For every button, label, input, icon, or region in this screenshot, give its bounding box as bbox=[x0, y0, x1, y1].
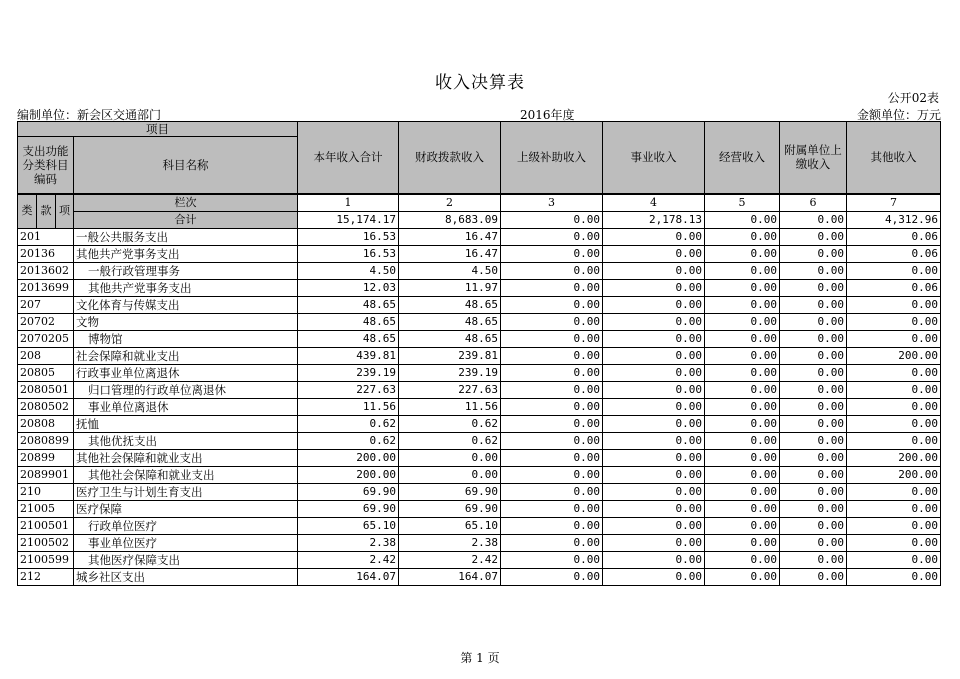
amount-cell: 0.06 bbox=[847, 279, 941, 296]
amount-cell: 0.00 bbox=[847, 364, 941, 381]
amount-cell: 0.00 bbox=[501, 262, 603, 279]
amount-cell: 0.00 bbox=[399, 466, 501, 483]
table-row bbox=[18, 500, 941, 517]
table-row bbox=[18, 262, 941, 279]
kuan-header: 款 bbox=[37, 194, 56, 229]
amount-cell: 0.00 bbox=[603, 517, 705, 534]
subject-code: 20805 bbox=[18, 364, 74, 381]
col-index-header: 栏次 bbox=[74, 194, 298, 212]
amount-cell: 200.00 bbox=[847, 466, 941, 483]
amount-cell: 0.00 bbox=[501, 228, 603, 245]
table-row bbox=[18, 466, 941, 483]
amount-cell: 0.00 bbox=[780, 330, 847, 347]
table-row bbox=[18, 228, 941, 245]
amount-cell: 0.00 bbox=[603, 415, 705, 432]
subject-code: 20899 bbox=[18, 449, 74, 466]
subject-code: 2100501 bbox=[18, 517, 74, 534]
amount-cell: 0.06 bbox=[847, 228, 941, 245]
amount-cell: 200.00 bbox=[847, 347, 941, 364]
subject-name: 事业单位医疗 bbox=[74, 534, 298, 551]
table-row bbox=[18, 364, 941, 381]
amount-cell: 2.42 bbox=[399, 551, 501, 568]
amount-cell: 48.65 bbox=[399, 313, 501, 330]
lei-header: 类 bbox=[18, 194, 37, 229]
subject-name: 城乡社区支出 bbox=[74, 568, 298, 585]
amount-cell: 0.00 bbox=[705, 313, 780, 330]
amount-cell: 0.00 bbox=[847, 500, 941, 517]
report-year: 2016年度 bbox=[520, 108, 575, 122]
money-unit: 金额单位：万元 bbox=[856, 108, 941, 122]
amount-cell: 0.00 bbox=[705, 483, 780, 500]
amount-cell: 0.00 bbox=[501, 432, 603, 449]
amount-cell: 0.00 bbox=[705, 432, 780, 449]
compiling-unit: 编制单位：新会区交通部门 bbox=[17, 108, 162, 122]
col-header-3: 上级补助收入 bbox=[501, 122, 603, 194]
col-header-7: 其他收入 bbox=[847, 122, 941, 194]
amount-cell: 0.00 bbox=[705, 551, 780, 568]
total-value: 8,683.09 bbox=[399, 211, 501, 228]
amount-cell: 2.38 bbox=[298, 534, 399, 551]
col-header-5: 经营收入 bbox=[705, 122, 780, 194]
amount-cell: 0.00 bbox=[705, 534, 780, 551]
amount-cell: 0.00 bbox=[603, 432, 705, 449]
amount-cell: 0.00 bbox=[603, 228, 705, 245]
subject-code: 201 bbox=[18, 228, 74, 245]
amount-cell: 0.00 bbox=[780, 551, 847, 568]
amount-cell: 4.50 bbox=[399, 262, 501, 279]
amount-cell: 0.00 bbox=[780, 517, 847, 534]
amount-cell: 0.00 bbox=[847, 551, 941, 568]
amount-cell: 0.00 bbox=[780, 228, 847, 245]
subject-name: 其他优抚支出 bbox=[74, 432, 298, 449]
amount-cell: 0.00 bbox=[603, 296, 705, 313]
amount-cell: 69.90 bbox=[399, 483, 501, 500]
amount-cell: 0.00 bbox=[603, 534, 705, 551]
amount-cell: 0.00 bbox=[847, 313, 941, 330]
total-label: 合计 bbox=[74, 211, 298, 228]
amount-cell: 0.00 bbox=[780, 398, 847, 415]
amount-cell: 0.00 bbox=[501, 517, 603, 534]
col-number: 4 bbox=[603, 194, 705, 212]
amount-cell: 0.00 bbox=[780, 432, 847, 449]
subject-name: 抚恤 bbox=[74, 415, 298, 432]
subject-code: 2080501 bbox=[18, 381, 74, 398]
amount-cell: 11.56 bbox=[399, 398, 501, 415]
subject-code: 210 bbox=[18, 483, 74, 500]
amount-cell: 48.65 bbox=[298, 330, 399, 347]
amount-cell: 200.00 bbox=[847, 449, 941, 466]
amount-cell: 0.00 bbox=[847, 415, 941, 432]
amount-cell: 0.00 bbox=[780, 449, 847, 466]
col-number: 7 bbox=[847, 194, 941, 212]
amount-cell: 0.62 bbox=[399, 432, 501, 449]
table-row bbox=[18, 245, 941, 262]
amount-cell: 0.00 bbox=[780, 245, 847, 262]
table-row bbox=[18, 534, 941, 551]
subject-name: 博物馆 bbox=[74, 330, 298, 347]
amount-cell: 0.00 bbox=[847, 330, 941, 347]
amount-cell: 0.00 bbox=[847, 398, 941, 415]
subject-code: 20702 bbox=[18, 313, 74, 330]
amount-cell: 0.00 bbox=[603, 381, 705, 398]
amount-cell: 0.00 bbox=[501, 551, 603, 568]
amount-cell: 0.00 bbox=[603, 398, 705, 415]
subject-name: 行政事业单位离退休 bbox=[74, 364, 298, 381]
amount-cell: 0.00 bbox=[501, 398, 603, 415]
table-row bbox=[18, 415, 941, 432]
amount-cell: 0.00 bbox=[780, 483, 847, 500]
amount-cell: 0.00 bbox=[501, 568, 603, 585]
subject-code: 2013699 bbox=[18, 279, 74, 296]
col-number: 2 bbox=[399, 194, 501, 212]
amount-cell: 0.00 bbox=[603, 347, 705, 364]
amount-cell: 48.65 bbox=[399, 296, 501, 313]
amount-cell: 0.00 bbox=[501, 296, 603, 313]
amount-cell: 0.00 bbox=[603, 245, 705, 262]
amount-cell: 0.00 bbox=[603, 279, 705, 296]
amount-cell: 0.00 bbox=[603, 483, 705, 500]
amount-cell: 0.00 bbox=[705, 415, 780, 432]
amount-cell: 16.53 bbox=[298, 228, 399, 245]
amount-cell: 0.00 bbox=[603, 330, 705, 347]
amount-cell: 0.00 bbox=[780, 466, 847, 483]
amount-cell: 0.00 bbox=[780, 279, 847, 296]
table-row bbox=[18, 517, 941, 534]
page-number: 第 1 页 bbox=[460, 651, 500, 665]
col-header-6: 附属单位上缴收入 bbox=[780, 122, 847, 194]
amount-cell: 0.62 bbox=[298, 415, 399, 432]
amount-cell: 0.00 bbox=[847, 568, 941, 585]
subject-name: 其他共产党事务支出 bbox=[74, 245, 298, 262]
amount-cell: 0.00 bbox=[705, 245, 780, 262]
amount-cell: 11.56 bbox=[298, 398, 399, 415]
subject-code: 2100502 bbox=[18, 534, 74, 551]
subject-name: 医疗保障 bbox=[74, 500, 298, 517]
total-value: 4,312.96 bbox=[847, 211, 941, 228]
col-number: 6 bbox=[780, 194, 847, 212]
amount-cell: 0.00 bbox=[603, 500, 705, 517]
amount-cell: 239.81 bbox=[399, 347, 501, 364]
total-value: 15,174.17 bbox=[298, 211, 399, 228]
amount-cell: 0.00 bbox=[780, 262, 847, 279]
table-row bbox=[18, 330, 941, 347]
amount-cell: 0.00 bbox=[705, 466, 780, 483]
amount-cell: 0.00 bbox=[847, 381, 941, 398]
amount-cell: 0.00 bbox=[847, 517, 941, 534]
subject-name: 一般行政管理事务 bbox=[74, 262, 298, 279]
subject-code: 20136 bbox=[18, 245, 74, 262]
table-row bbox=[18, 568, 941, 585]
amount-cell: 0.00 bbox=[705, 279, 780, 296]
amount-cell: 0.00 bbox=[705, 517, 780, 534]
amount-cell: 48.65 bbox=[399, 330, 501, 347]
col-header-2: 财政拨款收入 bbox=[399, 122, 501, 194]
subject-code: 208 bbox=[18, 347, 74, 364]
amount-cell: 0.00 bbox=[847, 483, 941, 500]
subject-name-header: 科目名称 bbox=[74, 137, 298, 194]
subject-name: 一般公共服务支出 bbox=[74, 228, 298, 245]
amount-cell: 69.90 bbox=[298, 483, 399, 500]
amount-cell: 0.00 bbox=[705, 381, 780, 398]
subject-name: 文物 bbox=[74, 313, 298, 330]
table-row bbox=[18, 313, 941, 330]
amount-cell: 0.00 bbox=[847, 296, 941, 313]
amount-cell: 0.00 bbox=[705, 449, 780, 466]
subject-code: 2080502 bbox=[18, 398, 74, 415]
amount-cell: 0.00 bbox=[780, 415, 847, 432]
amount-cell: 227.63 bbox=[399, 381, 501, 398]
subject-name: 其他社会保障和就业支出 bbox=[74, 466, 298, 483]
subject-name: 行政单位医疗 bbox=[74, 517, 298, 534]
amount-cell: 164.07 bbox=[298, 568, 399, 585]
amount-cell: 0.00 bbox=[705, 568, 780, 585]
amount-cell: 16.47 bbox=[399, 245, 501, 262]
amount-cell: 0.00 bbox=[603, 551, 705, 568]
amount-cell: 0.00 bbox=[780, 347, 847, 364]
amount-cell: 0.00 bbox=[501, 483, 603, 500]
amount-cell: 0.00 bbox=[705, 330, 780, 347]
subject-name: 其他社会保障和就业支出 bbox=[74, 449, 298, 466]
amount-cell: 0.00 bbox=[705, 296, 780, 313]
subject-code: 207 bbox=[18, 296, 74, 313]
amount-cell: 0.62 bbox=[298, 432, 399, 449]
amount-cell: 0.00 bbox=[603, 313, 705, 330]
amount-cell: 0.00 bbox=[501, 449, 603, 466]
amount-cell: 164.07 bbox=[399, 568, 501, 585]
subject-name: 事业单位离退休 bbox=[74, 398, 298, 415]
amount-cell: 227.63 bbox=[298, 381, 399, 398]
amount-cell: 0.62 bbox=[399, 415, 501, 432]
amount-cell: 200.00 bbox=[298, 449, 399, 466]
subject-code: 212 bbox=[18, 568, 74, 585]
amount-cell: 0.00 bbox=[780, 381, 847, 398]
subject-code: 2100599 bbox=[18, 551, 74, 568]
amount-cell: 2.38 bbox=[399, 534, 501, 551]
col-number: 1 bbox=[298, 194, 399, 212]
form-number: 公开02表 bbox=[887, 91, 939, 105]
amount-cell: 0.00 bbox=[847, 534, 941, 551]
amount-cell: 0.00 bbox=[780, 500, 847, 517]
amount-cell: 0.00 bbox=[501, 245, 603, 262]
amount-cell: 0.00 bbox=[603, 568, 705, 585]
subject-code: 2070205 bbox=[18, 330, 74, 347]
amount-cell: 16.47 bbox=[399, 228, 501, 245]
col-header-1: 本年收入合计 bbox=[298, 122, 399, 194]
amount-cell: 4.50 bbox=[298, 262, 399, 279]
col-header-4: 事业收入 bbox=[603, 122, 705, 194]
amount-cell: 16.53 bbox=[298, 245, 399, 262]
col-number: 5 bbox=[705, 194, 780, 212]
amount-cell: 0.06 bbox=[847, 245, 941, 262]
amount-cell: 0.00 bbox=[847, 262, 941, 279]
amount-cell: 0.00 bbox=[501, 415, 603, 432]
table-row bbox=[18, 551, 941, 568]
table-row bbox=[18, 449, 941, 466]
table-row bbox=[18, 432, 941, 449]
subject-name: 其他共产党事务支出 bbox=[74, 279, 298, 296]
amount-cell: 0.00 bbox=[399, 449, 501, 466]
subject-code: 21005 bbox=[18, 500, 74, 517]
amount-cell: 0.00 bbox=[603, 466, 705, 483]
amount-cell: 0.00 bbox=[501, 279, 603, 296]
amount-cell: 439.81 bbox=[298, 347, 399, 364]
amount-cell: 0.00 bbox=[705, 500, 780, 517]
amount-cell: 0.00 bbox=[501, 347, 603, 364]
subject-name: 其他医疗保障支出 bbox=[74, 551, 298, 568]
amount-cell: 0.00 bbox=[780, 296, 847, 313]
amount-cell: 0.00 bbox=[501, 534, 603, 551]
subject-name: 医疗卫生与计划生育支出 bbox=[74, 483, 298, 500]
amount-cell: 0.00 bbox=[847, 432, 941, 449]
amount-cell: 0.00 bbox=[501, 381, 603, 398]
total-value: 0.00 bbox=[501, 211, 603, 228]
func-class-header: 支出功能分类科目编码 bbox=[18, 137, 74, 194]
amount-cell: 0.00 bbox=[705, 228, 780, 245]
report-title: 收入决算表 bbox=[435, 73, 525, 93]
subject-code: 2089901 bbox=[18, 466, 74, 483]
xiang-header: 项 bbox=[56, 194, 74, 229]
amount-cell: 239.19 bbox=[399, 364, 501, 381]
amount-cell: 0.00 bbox=[501, 500, 603, 517]
amount-cell: 69.90 bbox=[399, 500, 501, 517]
amount-cell: 11.97 bbox=[399, 279, 501, 296]
amount-cell: 239.19 bbox=[298, 364, 399, 381]
total-value: 0.00 bbox=[705, 211, 780, 228]
amount-cell: 65.10 bbox=[399, 517, 501, 534]
amount-cell: 65.10 bbox=[298, 517, 399, 534]
table-row bbox=[18, 279, 941, 296]
amount-cell: 48.65 bbox=[298, 296, 399, 313]
amount-cell: 69.90 bbox=[298, 500, 399, 517]
amount-cell: 0.00 bbox=[603, 364, 705, 381]
project-header: 项目 bbox=[18, 122, 298, 137]
amount-cell: 0.00 bbox=[705, 364, 780, 381]
amount-cell: 0.00 bbox=[501, 330, 603, 347]
amount-cell: 0.00 bbox=[705, 398, 780, 415]
amount-cell: 48.65 bbox=[298, 313, 399, 330]
amount-cell: 0.00 bbox=[501, 313, 603, 330]
subject-name: 归口管理的行政单位离退休 bbox=[74, 381, 298, 398]
amount-cell: 0.00 bbox=[501, 364, 603, 381]
table-row bbox=[18, 347, 941, 364]
table-row bbox=[18, 296, 941, 313]
amount-cell: 12.03 bbox=[298, 279, 399, 296]
amount-cell: 0.00 bbox=[780, 568, 847, 585]
subject-name: 社会保障和就业支出 bbox=[74, 347, 298, 364]
subject-code: 2013602 bbox=[18, 262, 74, 279]
col-number: 3 bbox=[501, 194, 603, 212]
amount-cell: 0.00 bbox=[780, 534, 847, 551]
table-row bbox=[18, 483, 941, 500]
amount-cell: 0.00 bbox=[603, 262, 705, 279]
amount-cell: 0.00 bbox=[603, 449, 705, 466]
subject-name: 文化体育与传媒支出 bbox=[74, 296, 298, 313]
amount-cell: 200.00 bbox=[298, 466, 399, 483]
amount-cell: 0.00 bbox=[705, 347, 780, 364]
revenue-table bbox=[17, 121, 941, 586]
amount-cell: 0.00 bbox=[780, 313, 847, 330]
amount-cell: 0.00 bbox=[705, 262, 780, 279]
table-row bbox=[18, 398, 941, 415]
table-row bbox=[18, 381, 941, 398]
amount-cell: 2.42 bbox=[298, 551, 399, 568]
amount-cell: 0.00 bbox=[501, 466, 603, 483]
amount-cell: 0.00 bbox=[780, 364, 847, 381]
subject-code: 2080899 bbox=[18, 432, 74, 449]
subject-code: 20808 bbox=[18, 415, 74, 432]
total-value: 0.00 bbox=[780, 211, 847, 228]
total-value: 2,178.13 bbox=[603, 211, 705, 228]
